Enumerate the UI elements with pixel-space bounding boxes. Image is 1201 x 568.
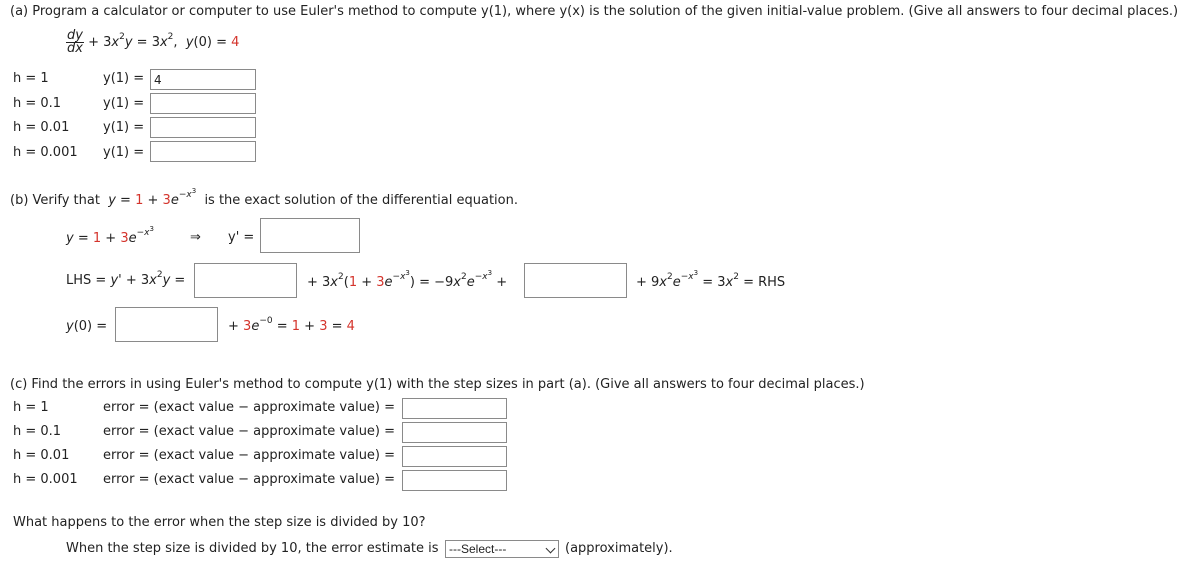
c-h-label-1: h = 1	[13, 400, 49, 415]
part-a-intro: (a) Program a calculator or computer to use Euler's method to compute y(1), where y(x) is the solution of the given initial-value problem. (Give all answers to four decimal places.)	[10, 4, 1179, 19]
error-input-h0001[interactable]	[402, 470, 507, 491]
error-input-h1[interactable]	[402, 398, 507, 419]
h-label-1: h = 1	[13, 71, 49, 86]
yprime-label: y' =	[228, 230, 255, 245]
error-label-1: error = (exact value − approximate value) =	[103, 400, 396, 415]
part-c-intro: (c) Find the errors in using Euler's method to compute y(1) with the step sizes in part (a). (Give all answers to four decimal places.)	[10, 377, 865, 392]
y1-label-4: y(1) =	[103, 145, 145, 160]
y1-input-h01[interactable]	[150, 93, 256, 114]
y0-label: y(0) =	[66, 319, 108, 334]
y1-label-1: y(1) =	[103, 71, 145, 86]
y1-input-h0001[interactable]	[150, 141, 256, 162]
c-h-label-3: h = 0.01	[13, 448, 70, 463]
h-label-3: h = 0.01	[13, 120, 70, 135]
implies-arrow: ⇒	[190, 230, 201, 245]
chevron-down-icon	[546, 544, 556, 554]
c-h-label-2: h = 0.1	[13, 424, 62, 439]
y1-label-2: y(1) =	[103, 96, 145, 111]
dy-dx-fraction: $\frac{dy}{dx}$	[67, 28, 83, 56]
ode-equation: $\frac{dy}{dx}$ + $3x^2y = 3x^2$, y(0) = 4	[67, 28, 240, 56]
lhs-middle-expression: + $3x^2(1 + 3e^{-x^3}) = -9x^2e^{-x^3}$ +	[307, 269, 508, 290]
y0-expression: + $3e^{-0} = 1 + 3 = 4$	[228, 316, 355, 334]
part-b-intro: (b) Verify that $y = 1 + 3e^{-x^3}$ is the exact solution of the differential equation.	[10, 187, 518, 208]
c-h-label-4: h = 0.001	[13, 472, 78, 487]
error-input-h01[interactable]	[402, 422, 507, 443]
part-b-suffix: is the exact solution of the differential equation.	[204, 193, 518, 208]
lhs-label: LHS = $y' + 3x^2y$ =	[66, 270, 186, 288]
yprime-input[interactable]	[260, 218, 360, 253]
part-b-prefix: (b) Verify that	[10, 193, 100, 208]
y1-input-h001[interactable]	[150, 117, 256, 138]
error-input-h001[interactable]	[402, 446, 507, 467]
lhs-input-1[interactable]	[194, 263, 297, 298]
error-ratio-select[interactable]	[445, 540, 559, 558]
solution-expression: $y = 1 + 3e^{-x^3}$	[66, 225, 154, 246]
error-label-3: error = (exact value − approximate value) =	[103, 448, 396, 463]
y1-input-h1[interactable]	[150, 69, 256, 90]
error-label-2: error = (exact value − approximate value) =	[103, 424, 396, 439]
y1-label-3: y(1) =	[103, 120, 145, 135]
h-label-2: h = 0.1	[13, 96, 62, 111]
approximately-suffix: (approximately).	[565, 541, 673, 556]
step-size-question: What happens to the error when the step size is divided by 10?	[13, 515, 426, 530]
rhs-expression: + $9x^2e^{-x^3} = 3x^2$ = RHS	[636, 269, 786, 290]
step-size-prompt: When the step size is divided by 10, the error estimate is	[66, 541, 439, 556]
y0-input[interactable]	[115, 307, 218, 342]
h-label-4: h = 0.001	[13, 145, 78, 160]
select-value: ---Select---	[449, 542, 507, 556]
error-label-4: error = (exact value − approximate value) =	[103, 472, 396, 487]
lhs-input-2[interactable]	[524, 263, 627, 298]
